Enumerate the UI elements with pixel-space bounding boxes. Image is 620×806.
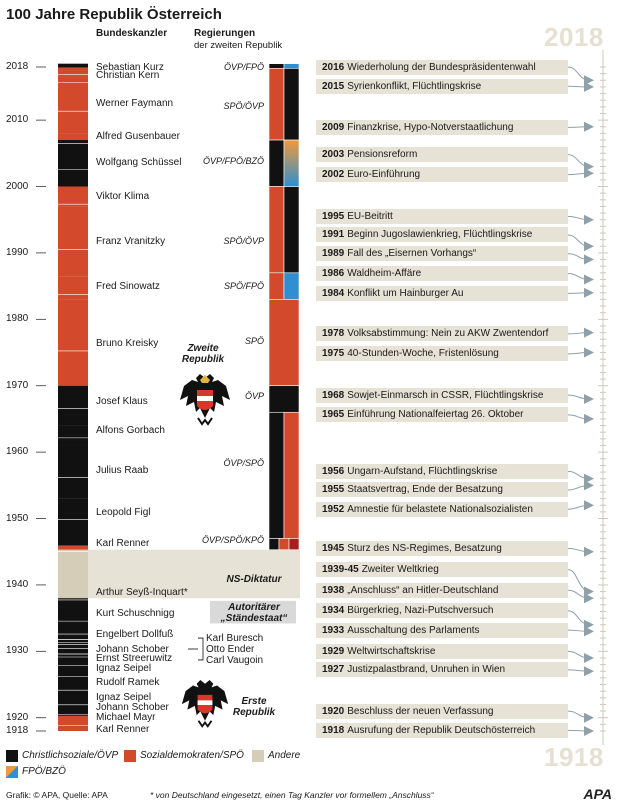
chancellor-segment: [58, 716, 88, 731]
page-title: 100 Jahre Republik Österreich: [6, 6, 222, 23]
chancellor-name: Fred Sinowatz: [96, 281, 160, 293]
government-segment: [269, 64, 284, 69]
era-label: Erste Republik: [232, 695, 276, 718]
event-year: 1991: [322, 229, 345, 241]
y-tick-label: 2000: [6, 180, 29, 192]
chancellor-name: Johann Schober: [96, 643, 169, 655]
chancellor-name: Karl Renner: [96, 723, 150, 735]
chancellor-name: Bruno Kreisky: [96, 337, 159, 349]
event-year: 2009: [322, 121, 345, 133]
chancellor-segment: [58, 386, 88, 426]
event-year: 1995: [322, 210, 345, 222]
event-arrow: [584, 241, 594, 251]
government-segment: [269, 187, 284, 273]
government-label: ÖVP/SPÖ: [223, 458, 264, 469]
short-term-chancellor: Otto Ender: [206, 644, 255, 656]
event-arrow: [584, 215, 594, 225]
legend-swatch-fpoe: [6, 766, 18, 778]
event-band: [316, 266, 568, 281]
event-text: Wiederholung der Bundespräsidentenwahl: [347, 61, 536, 73]
government-segment: [284, 273, 299, 300]
event-arrow: [584, 394, 594, 404]
event-band: [316, 209, 568, 224]
event-text: Euro-Einführung: [347, 169, 421, 181]
chancellor-name: Kurt Schuschnigg: [96, 608, 175, 620]
header-governments-sub: der zweiten Republik: [194, 40, 283, 51]
government-segment: [289, 538, 299, 549]
event-arrow: [584, 626, 594, 636]
event-band: [316, 227, 568, 242]
event-year: 1934: [322, 605, 345, 617]
event-arrow: [584, 547, 594, 557]
chancellor-name: Ernst Streeruwitz: [96, 652, 173, 664]
event-band: [316, 623, 568, 638]
chancellor-name: Rudolf Ramek: [96, 677, 160, 689]
chancellor-segment: [58, 77, 88, 133]
chancellor-name: Viktor Klima: [96, 191, 150, 203]
legend-swatch-oevp: [6, 750, 18, 762]
event-band: [316, 662, 568, 677]
chancellor-segment: [58, 133, 88, 140]
chancellor-segment: [58, 546, 88, 550]
chancellor-name: Josef Klaus: [96, 395, 148, 407]
event-band: [316, 326, 568, 341]
government-segment: [269, 140, 284, 186]
y-tick-label: 1970: [6, 379, 29, 391]
government-segment: [284, 68, 299, 140]
chancellor-name: Wolfgang Schüssel: [96, 156, 182, 168]
event-text: „Anschluss“ an Hitler-Deutschland: [347, 584, 499, 596]
government-segment: [284, 187, 299, 273]
event-band: [316, 407, 568, 422]
chancellor-name: Leopold Figl: [96, 506, 151, 518]
event-text: Fall des „Eisernen Vorhangs“: [347, 248, 477, 260]
legend-label-fpoe: FPÖ/BZÖ: [22, 766, 66, 777]
event-band: [316, 286, 568, 301]
government-label: SPÖ/FPÖ: [223, 280, 264, 291]
era-label: NS-Diktatur: [226, 574, 282, 586]
event-year: 2015: [322, 80, 345, 92]
chancellor-segment: [58, 499, 88, 546]
event-arrow: [584, 500, 594, 510]
event-band: [316, 482, 568, 497]
event-text: Finanzkrise, Hypo-Notverstaatlichung: [347, 121, 514, 133]
event-year: 1978: [322, 328, 345, 340]
chancellor-segment: [58, 299, 88, 385]
event-band: [316, 603, 568, 618]
event-text: Beschluss der neuen Verfassung: [347, 705, 494, 717]
legend-swatch-andere: [252, 750, 264, 762]
event-arrow: [584, 593, 594, 603]
y-tick-label: 1918: [6, 725, 29, 736]
event-arrow: [584, 666, 594, 676]
event-arrow: [584, 328, 594, 338]
event-year: 1986: [322, 268, 345, 279]
event-year: 1984: [322, 287, 345, 299]
government-segment: [269, 386, 299, 413]
event-text: 40-Stunden-Woche, Fristenlösung: [347, 348, 499, 360]
event-arrow: [584, 82, 594, 92]
chancellor-name: Michael Mayr: [96, 712, 156, 724]
chancellor-segment: [58, 140, 88, 186]
event-text: Zweiter Weltkrieg: [361, 564, 439, 576]
event-year: 2002: [322, 169, 345, 181]
event-year: 1975: [322, 348, 345, 360]
chancellor-name: Werner Faymann: [96, 98, 174, 110]
event-year: 1955: [322, 484, 345, 496]
chancellor-name: Alfons Gorbach: [96, 424, 165, 436]
government-label: ÖVP/SPÖ/KPÖ: [201, 535, 264, 546]
event-year: 2003: [322, 149, 345, 161]
government-segment: [269, 538, 279, 549]
government-segment: [269, 68, 284, 140]
chancellor-segment: [58, 206, 88, 276]
era-label: Zweite Republik: [181, 342, 225, 365]
chancellor-segment: [58, 276, 88, 299]
government-label: ÖVP/FPÖ: [223, 62, 264, 73]
government-segment: [284, 64, 299, 69]
event-band: [316, 704, 568, 719]
legend-label-spoe: Sozialdemokraten/SPÖ: [140, 750, 244, 761]
y-tick-label: 1920: [6, 711, 29, 723]
event-band: [316, 167, 568, 182]
event-text: Syrienkonflikt, Flüchtlingskrise: [347, 80, 482, 92]
event-band: [316, 562, 568, 577]
chancellor-name: Johann Schober: [96, 701, 169, 713]
event-text: Pensionsreform: [347, 149, 418, 161]
event-year: 1989: [322, 248, 345, 260]
event-year: 1920: [322, 705, 345, 717]
chancellor-name: Julius Raab: [96, 464, 149, 476]
event-band: [316, 346, 568, 361]
y-tick-label: 1980: [6, 313, 29, 325]
event-band: [316, 79, 568, 94]
y-tick-label: 1950: [6, 512, 29, 524]
event-band: [316, 644, 568, 659]
event-year: 2016: [322, 61, 345, 73]
chancellor-segment: [58, 445, 88, 498]
event-text: Ausrufung der Republik Deutschösterreich: [347, 724, 536, 736]
chancellor-name: Karl Renner: [96, 538, 150, 550]
event-band: [316, 147, 568, 162]
event-band: [316, 388, 568, 403]
event-arrow: [584, 168, 594, 178]
event-text: Beginn Jugoslawienkrieg, Flüchtlingskrise: [347, 229, 533, 241]
y-tick-label: 1960: [6, 446, 29, 458]
government-label: SPÖ: [244, 335, 264, 346]
short-term-chancellor: Carl Vaugoin: [206, 655, 264, 667]
event-text: Volksabstimmung: Nein zu AKW Zwentendorf: [347, 328, 549, 340]
event-year: 1939-45: [322, 564, 359, 576]
event-band: [316, 583, 568, 598]
coat-of-arms-icon: [178, 372, 232, 430]
event-text: Konflikt um Hainburger Au: [347, 287, 464, 299]
chancellor-name: Christian Kern: [96, 69, 160, 81]
chancellor-segment: [58, 598, 88, 731]
government-segment: [269, 273, 284, 300]
big-year-top: 2018: [544, 22, 604, 52]
event-band: [316, 246, 568, 261]
event-text: Ungarn-Aufstand, Flüchtlingskrise: [347, 465, 498, 477]
event-year: 1927: [322, 664, 345, 676]
big-year-bottom: 1918: [544, 742, 604, 772]
event-text: Bürgerkrieg, Nazi-Putschversuch: [347, 605, 494, 617]
legend-swatch-spoe: [124, 750, 136, 762]
chancellor-name: Ignaz Seipel: [96, 663, 152, 675]
chancellor-segment: [58, 426, 88, 446]
event-arrow: [584, 480, 594, 490]
event-text: Weltwirtschaftskrise: [347, 645, 436, 657]
event-text: Sowjet-Einmarsch in CSSR, Flüchtlingskrise: [347, 389, 544, 401]
y-tick-label: 1940: [6, 578, 29, 590]
event-band: [316, 60, 568, 75]
coat-of-arms-first-republic-icon: [180, 678, 230, 732]
event-year: 1968: [322, 389, 345, 401]
chancellor-name: Franz Vranitzky: [96, 236, 166, 248]
chancellor-name: Arthur Seyß-Inquart*: [96, 586, 188, 598]
event-band: [316, 723, 568, 738]
legend-label-oevp: Christlichsoziale/ÖVP: [22, 750, 119, 761]
event-year: 1952: [322, 503, 345, 515]
event-year: 1956: [322, 465, 345, 477]
event-band: [316, 120, 568, 135]
y-tick-label: 1930: [6, 645, 29, 657]
chancellor-segment: [58, 64, 88, 68]
event-year: 1929: [322, 645, 345, 657]
event-text: Waldheim-Affäre: [347, 268, 422, 279]
era-label: Autoritärer „Ständestaat“: [220, 602, 288, 625]
event-year: 1965: [322, 409, 345, 421]
event-band: [316, 502, 568, 517]
government-segment: [279, 538, 289, 549]
event-arrow: [584, 255, 594, 265]
credit: Grafik: © APA, Quelle: APA: [6, 790, 108, 800]
event-text: Einführung Nationalfeiertag 26. Oktober: [347, 409, 524, 421]
footnote: * von Deutschland eingesetzt, einen Tag Kanzler vor formellem „Anschluss“: [150, 790, 434, 800]
event-year: 1918: [322, 724, 345, 736]
header-governments: Regierungen: [194, 28, 256, 39]
event-arrow: [584, 122, 594, 132]
chancellor-name: Engelbert Dollfuß: [96, 629, 174, 641]
chancellor-segment: [58, 68, 88, 77]
government-label: SPÖ/ÖVP: [223, 100, 264, 111]
government-label: ÖVP: [244, 391, 264, 401]
event-text: Staatsvertrag, Ende der Besatzung: [347, 484, 503, 496]
event-arrow: [584, 414, 594, 424]
event-arrow: [584, 288, 594, 298]
government-label: SPÖ/ÖVP: [223, 235, 264, 246]
event-band: [316, 464, 568, 479]
short-term-chancellor: Karl Buresch: [206, 633, 264, 645]
y-tick-label: 2018: [6, 61, 29, 72]
y-tick-label: 2010: [6, 114, 29, 126]
event-year: 1945: [322, 542, 345, 554]
chancellor-name: Alfred Gusenbauer: [96, 130, 180, 142]
y-tick-label: 1990: [6, 246, 29, 258]
event-text: Sturz des NS-Regimes, Besatzung: [347, 542, 502, 554]
short-term-bracket: [198, 638, 203, 660]
event-text: Ausschaltung des Parlaments: [347, 624, 480, 636]
event-year: 1938: [322, 584, 345, 596]
header-chancellors: Bundeskanzler: [96, 28, 168, 39]
government-segment: [284, 140, 299, 186]
event-arrow: [584, 274, 594, 284]
event-arrow: [584, 348, 594, 358]
chancellor-segment: [58, 187, 88, 207]
chancellor-segment: [58, 550, 88, 598]
government-segment: [269, 412, 284, 538]
event-band: [316, 541, 568, 556]
event-arrow: [584, 653, 594, 663]
government-segment: [284, 412, 299, 538]
legend-label-andere: Andere: [268, 750, 301, 761]
event-arrow: [584, 726, 594, 736]
apa-logo: APA: [583, 786, 612, 802]
chancellor-name: Ignaz Seipel: [96, 691, 152, 703]
event-text: EU-Beitritt: [347, 210, 393, 222]
event-text: Justizpalastbrand, Unruhen in Wien: [347, 664, 506, 676]
event-year: 1933: [322, 624, 345, 636]
event-arrow: [584, 713, 594, 723]
government-label: ÖVP/FPÖ/BZÖ: [202, 155, 264, 166]
government-segment: [269, 299, 299, 385]
chancellor-name: Sebastian Kurz: [96, 61, 164, 73]
event-text: Amnestie für belastete Nationalsozialisten: [347, 503, 533, 515]
